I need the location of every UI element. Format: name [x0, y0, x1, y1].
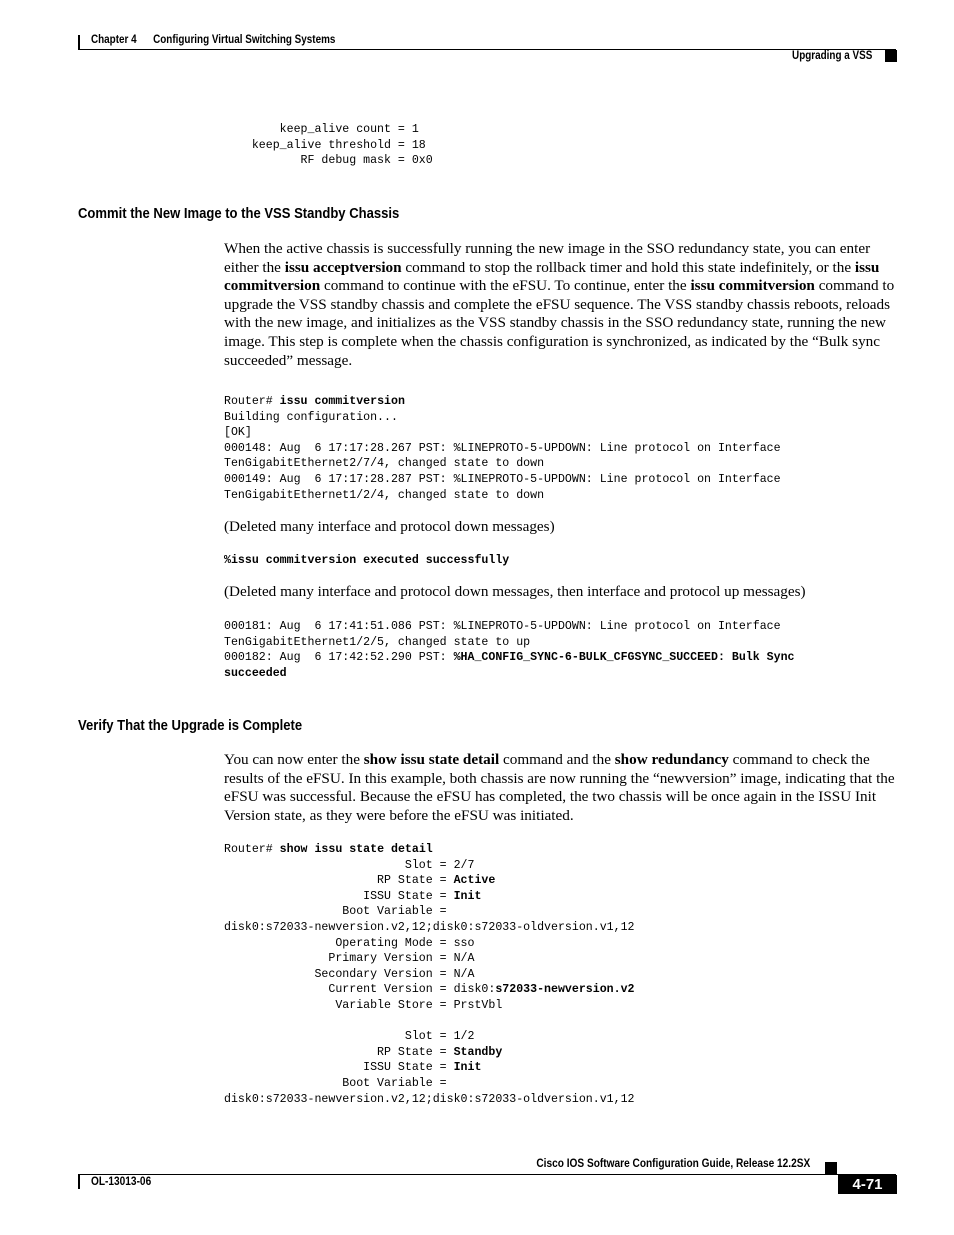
code-line: ISSU State = [224, 1061, 454, 1075]
code-block-issu-state [224, 842, 635, 1107]
footer-rule-vertical [78, 1175, 80, 1189]
text-run: command to continue with the eFSU. To continue, enter the [320, 277, 691, 295]
command-text: issu commitversion [690, 277, 815, 295]
section-heading-commit: Commit the New Image to the VSS Standby Chassis [78, 206, 400, 222]
code-line: keep_alive count = 1 [224, 123, 419, 136]
code-line: disk0:s72033-newversion.v2,12;disk0:s72033-oldversion.v1,12 [224, 1092, 635, 1106]
header-rule-vertical [78, 35, 80, 50]
code-success [224, 553, 509, 569]
text-run: You can now enter the [224, 751, 364, 768]
code-prompt: Router# [224, 843, 280, 856]
code-line: %issu commitversion executed successfully [224, 554, 510, 567]
header-rule [78, 49, 896, 50]
paragraph-commit [224, 240, 896, 370]
text-run: command and the [499, 751, 615, 768]
code-line: 000148: Aug 6 17:17:28.267 PST: %LINEPROTO-5-UPDOWN: Line protocol on Interface [224, 441, 781, 455]
code-line: Boot Variable = [224, 905, 447, 919]
code-line: TenGigabitEthernet2/7/4, changed state to down [224, 457, 545, 471]
header-marker [885, 50, 897, 62]
code-command: issu commitversion [279, 395, 405, 408]
text-run: When the active chassis is successfully running the new image in the SSO redundancy state, you can enter either the [224, 240, 871, 276]
code-block-commit [224, 394, 781, 503]
code-line: 000149: Aug 6 17:17:28.287 PST: %LINEPROTO-5-UPDOWN: Line protocol on Interface [224, 472, 781, 486]
note-deleted-up: (Deleted many interface and protocol down messages, then interface and protocol up messages) [224, 583, 806, 600]
code-line: Slot = 2/7 [224, 858, 475, 872]
code-line: Current Version = disk0: [224, 983, 496, 997]
code-line: Secondary Version = N/A [224, 967, 475, 981]
command-text: issu acceptversion [284, 258, 402, 276]
code-block-top [224, 122, 433, 169]
document-number: OL-13013-06 [91, 1176, 152, 1188]
code-line: disk0:s72033-newversion.v2,12;disk0:s72033-oldversion.v1,12 [224, 920, 635, 934]
code-block-sync [224, 619, 795, 681]
text-run: command to check the results of the eFSU. In this example, both chassis are now running the “newversion” image, indicating that the eFSU was successful. Because the eFSU has completed, the two chassis will be once again in the ISSU Init Version state, as they were before the eFSU was initiated. [224, 751, 895, 824]
code-line: Primary Version = N/A [224, 952, 475, 966]
code-line: Slot = 1/2 [224, 1030, 475, 1044]
paragraph-verify [224, 751, 896, 825]
code-value: Active [453, 874, 496, 888]
code-value: Init [453, 1061, 482, 1075]
code-line: Boot Variable = [224, 1076, 447, 1090]
code-value: Init [453, 889, 482, 903]
page-number: 4-71 [838, 1175, 897, 1194]
section-heading-verify: Verify That the Upgrade is Complete [78, 718, 303, 734]
guide-title: Cisco IOS Software Configuration Guide, Release 12.2SX [536, 1158, 810, 1170]
note-deleted-down: (Deleted many interface and protocol down messages) [224, 518, 555, 535]
code-command: show issu state detail [279, 843, 433, 856]
code-line: Variable Store = PrstVbl [224, 998, 503, 1012]
text-run: command to stop the rollback timer and hold this state indefinitely, or the [401, 258, 855, 276]
code-line: Building configuration... [224, 410, 398, 424]
code-line: TenGigabitEthernet1/2/5, changed state to up [224, 635, 531, 649]
code-line: Operating Mode = sso [224, 936, 475, 950]
section-title: Upgrading a VSS [791, 50, 872, 62]
command-text: show redundancy [614, 751, 729, 768]
code-line: [OK] [224, 426, 252, 440]
footer-marker [825, 1162, 837, 1174]
command-text: issu commitversion [224, 258, 880, 295]
code-value: Standby [453, 1045, 503, 1059]
code-line-bold: %HA_CONFIG_SYNC-6-BULK_CFGSYNC_SUCCEED: Bulk Sync [453, 651, 795, 665]
command-text: show issu state detail [363, 751, 500, 768]
code-line: RP State = [224, 874, 454, 888]
text-run: command to upgrade the VSS standby chassis and complete the eFSU sequence. The VSS standby chassis reboots, reloads with the new image, and initializes as the VSS standby chassis in the SSO redundancy state, running the new image. This step is complete when the chassis configuration is synchronized, as indicated by the “Bulk sync succeeded” message. [224, 277, 895, 369]
code-line: RF debug mask = 0x0 [224, 154, 433, 168]
code-line: 000181: Aug 6 17:41:51.086 PST: %LINEPROTO-5-UPDOWN: Line protocol on Interface [224, 620, 781, 633]
footer-rule [78, 1174, 896, 1175]
code-line: keep_alive threshold = 18 [224, 138, 426, 152]
code-line: RP State = [224, 1045, 454, 1059]
chapter-title: Chapter 4 Configuring Virtual Switching Systems [91, 34, 336, 46]
code-line: 000182: Aug 6 17:42:52.290 PST: [224, 651, 454, 665]
code-line-bold: succeeded [224, 666, 287, 680]
code-line: ISSU State = [224, 889, 454, 903]
code-value: s72033-newversion.v2 [495, 983, 635, 997]
code-prompt: Router# [224, 395, 280, 408]
code-line: TenGigabitEthernet1/2/4, changed state to down [224, 488, 545, 502]
